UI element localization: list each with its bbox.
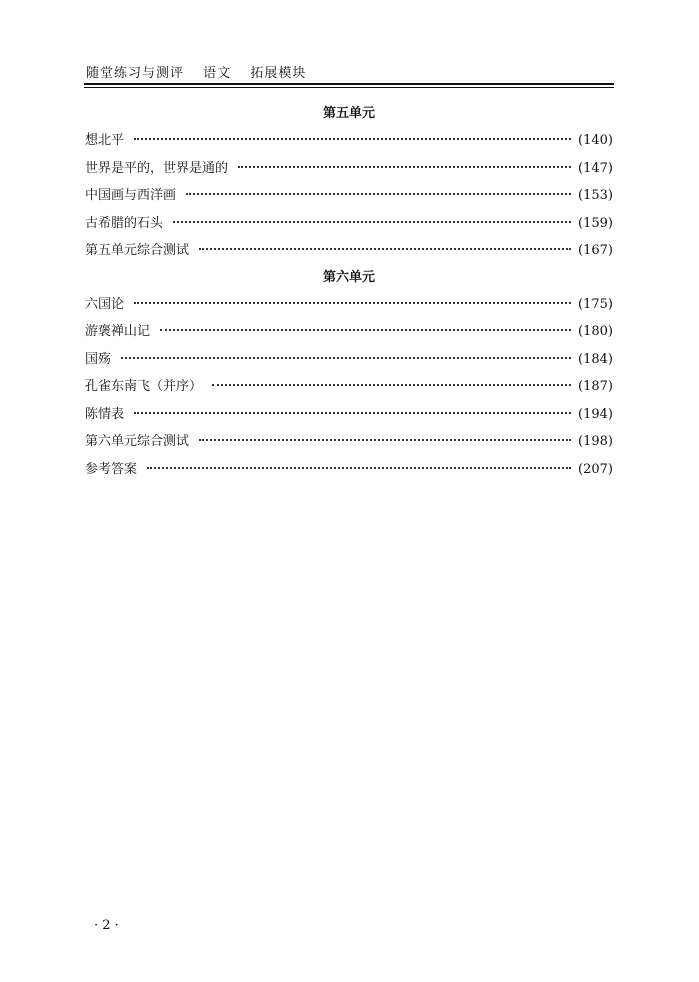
subject-label: 语文 [203,66,232,81]
dot-leader [199,248,571,250]
module-label: 拓展模块 [250,66,307,81]
toc-entry-page: (198) [578,434,613,449]
toc-entry[interactable] [85,428,613,456]
dot-leader [134,412,571,414]
toc-entry-page: (147) [578,160,613,176]
toc-entry-title: 想北平 [85,133,125,148]
toc-entry[interactable] [85,346,613,374]
toc-entry[interactable] [85,182,613,210]
toc-entry[interactable] [85,456,613,484]
toc-entry-title: 中国画与西洋画 [85,188,177,203]
toc-entry-title: 参考答案 [85,461,138,477]
toc-entry-page: (187) [578,379,613,394]
dot-leader [134,138,571,140]
toc-entry[interactable] [85,127,613,155]
toc-entry-page: (167) [578,243,613,258]
dot-leader [160,329,571,331]
toc-entry-title: 陈情表 [85,406,125,422]
toc-entry-title: 六国论 [85,296,125,312]
dot-leader [173,221,571,223]
toc-entry-title: 第六单元综合测试 [85,434,190,449]
toc-entry-page: (140) [578,133,613,148]
toc-entry[interactable] [85,318,613,346]
toc-entry-page: (194) [578,406,613,422]
toc-entry-title: 第五单元综合测试 [85,243,190,258]
toc-entry[interactable] [85,373,613,401]
toc-entry-page: (153) [578,188,613,203]
toc-entry[interactable] [85,401,613,429]
header-rule-thin [84,87,614,88]
toc-entry-title: 古希腊的石头 [85,215,164,231]
toc-entry-page: (175) [578,296,613,312]
dot-leader [212,384,571,386]
toc-entry-title: 游褒禅山记 [85,324,151,339]
dot-leader [147,467,571,469]
book-title: 随堂练习与测评 [86,66,185,81]
toc-entry-page: (180) [578,324,613,339]
header-rule-thick [84,83,614,85]
unit-five-heading: 第五单元 [322,106,375,121]
toc-entry[interactable] [85,291,613,319]
toc-entry-page: (207) [578,461,613,477]
toc-entry[interactable] [85,237,613,265]
toc-entry[interactable] [85,210,613,238]
dot-leader [186,193,571,195]
toc-entry-page: (184) [578,351,613,367]
toc-entry-page: (159) [578,215,613,231]
table-of-contents [85,101,613,483]
unit-six-heading: 第六单元 [322,269,375,285]
dot-leader [121,357,571,359]
dot-leader [134,302,571,304]
toc-entry[interactable] [85,155,613,183]
toc-entry-title: 孔雀东南飞（并序） [85,379,203,394]
toc-entry-title: 世界是平的，世界是通的 [85,160,229,176]
dot-leader [238,166,571,168]
page-number: · 2 · [94,918,119,933]
running-header [86,66,614,82]
toc-entry-title: 国殇 [85,351,112,367]
dot-leader [199,439,571,441]
